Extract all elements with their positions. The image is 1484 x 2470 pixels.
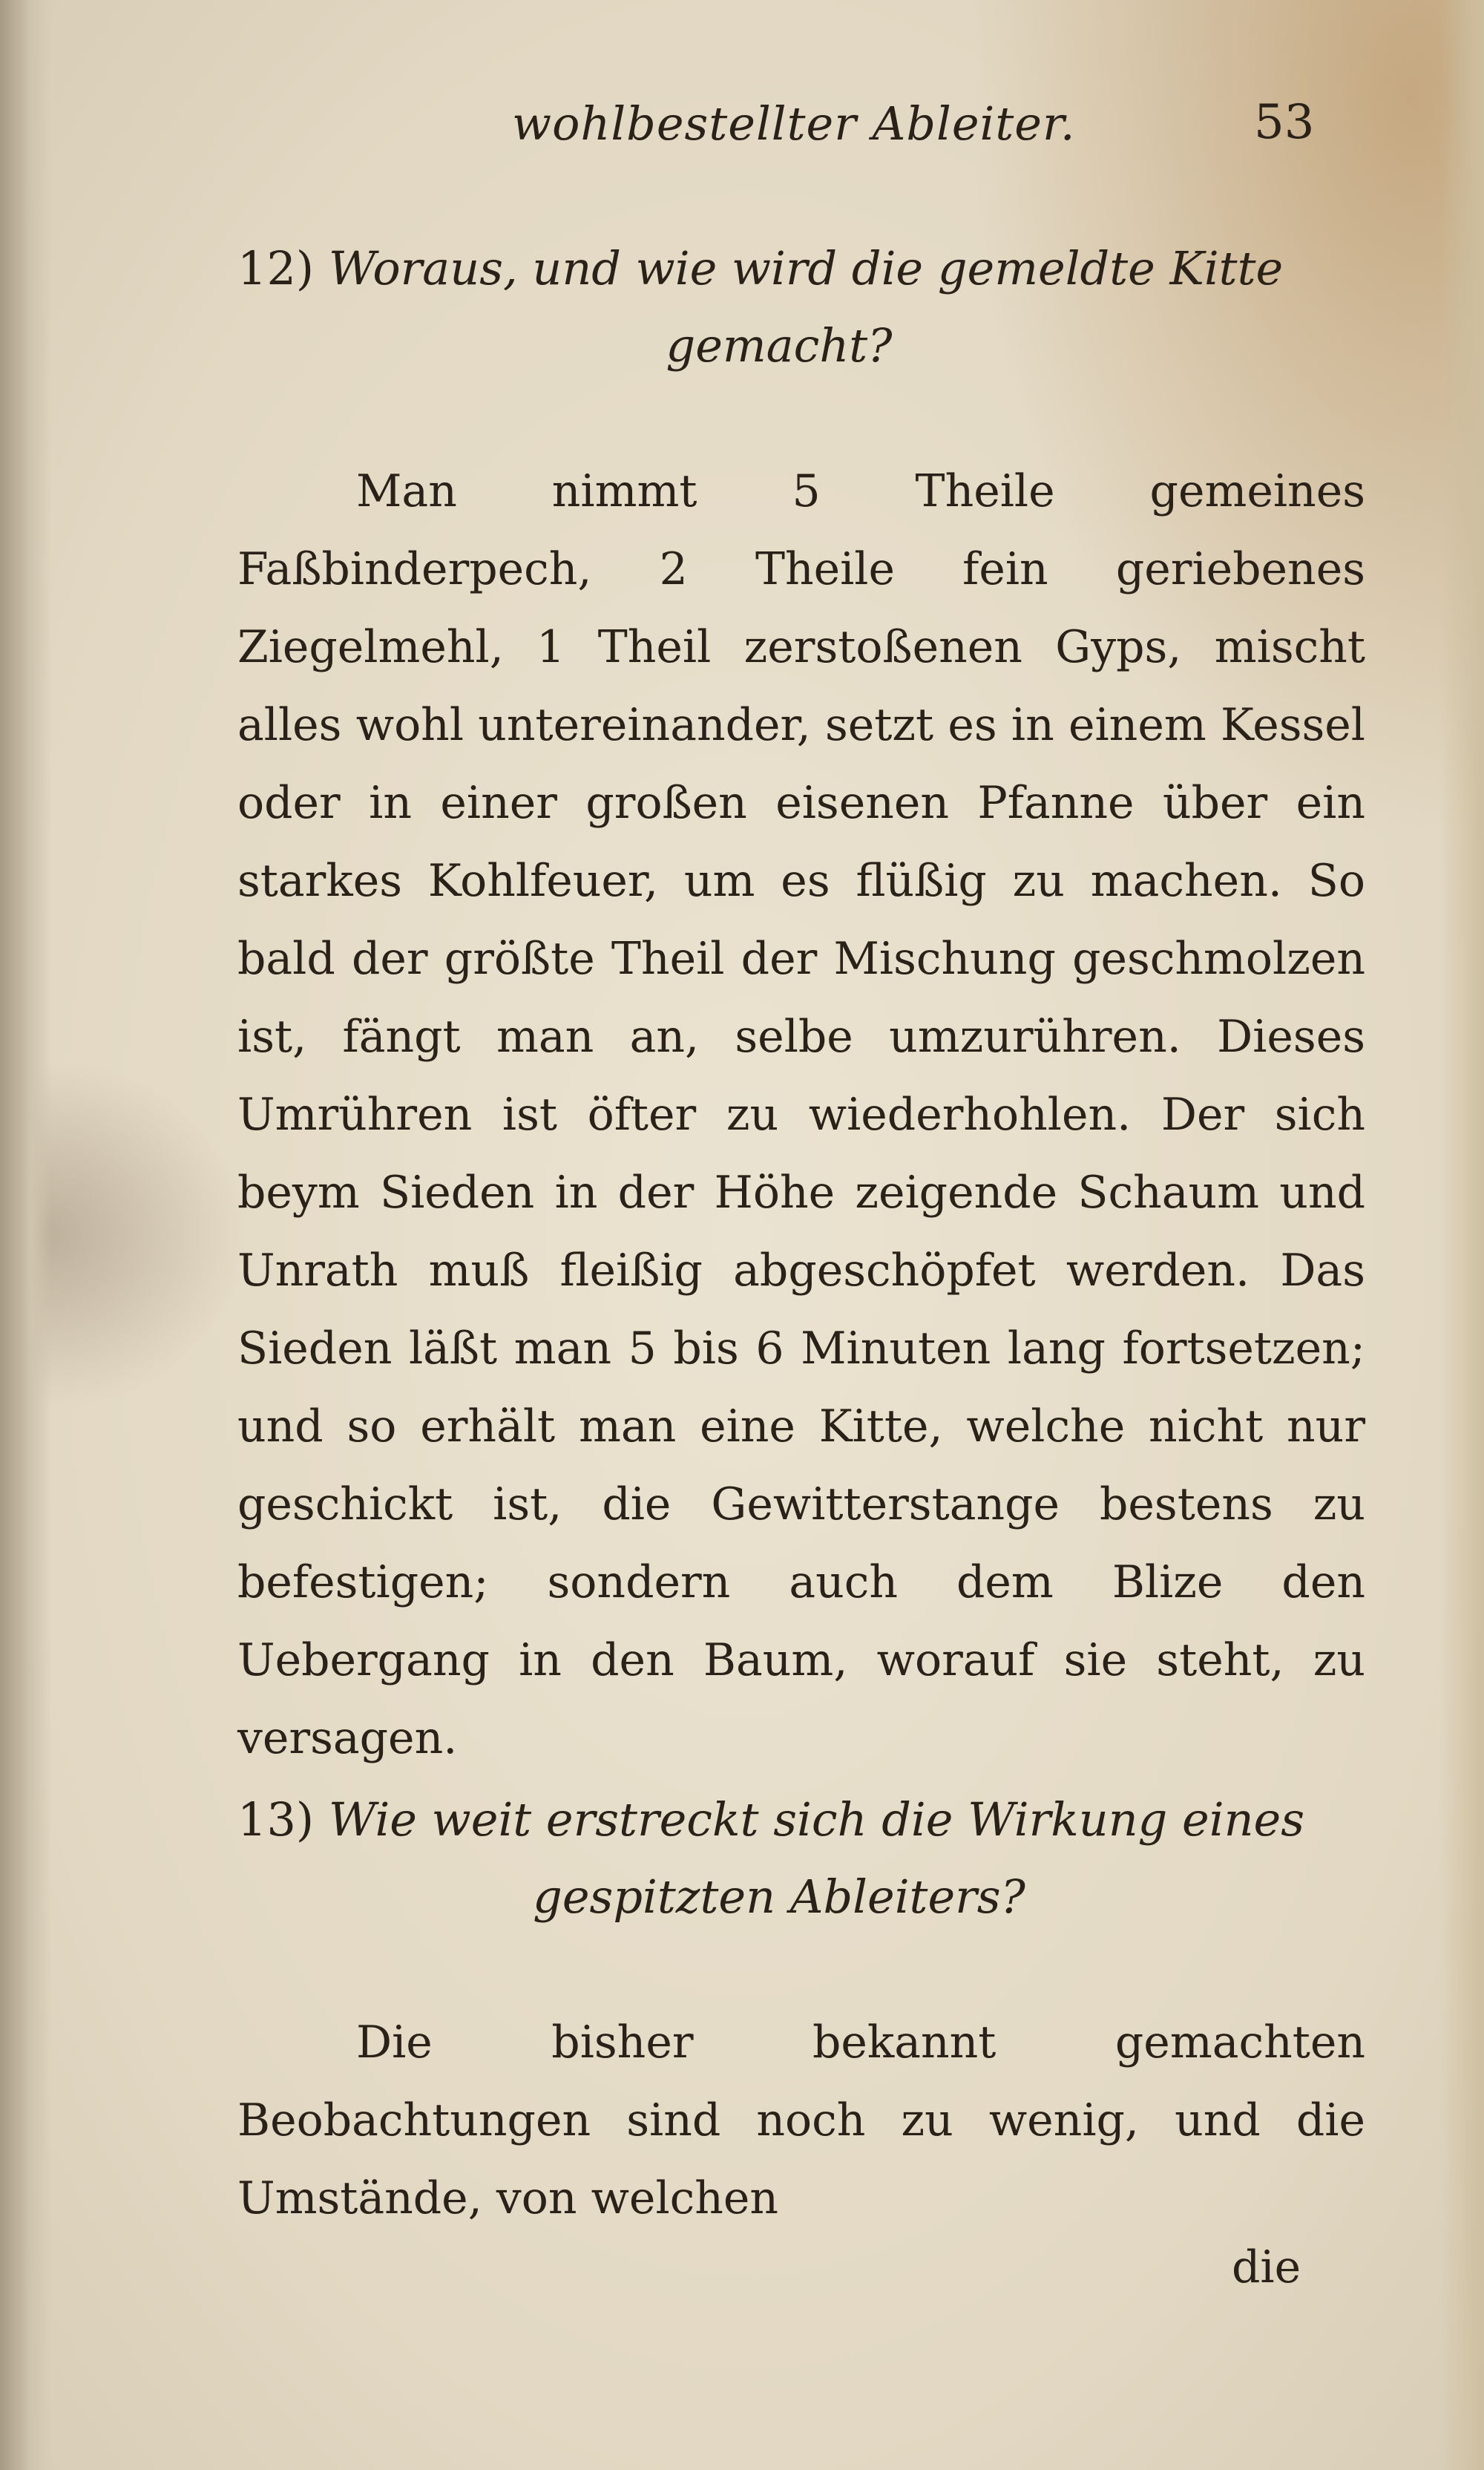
question-text-line1: Wie weit erstreckt sich die Wirkung eines xyxy=(328,1792,1305,1847)
question-number: 13) xyxy=(237,1792,315,1847)
question-12 xyxy=(237,230,1365,384)
question-text-line2: gemacht? xyxy=(666,318,893,373)
page-number: 53 xyxy=(1254,95,1315,150)
page-gutter-shadow xyxy=(0,0,52,2470)
question-text-line2: gespitzten Ableiters? xyxy=(533,1870,1025,1924)
catchword: die xyxy=(1232,2241,1301,2293)
answer-12: Man nimmt 5 Theile gemeines Faßbinderpech, 2 Theile fein geriebenes Ziegelmehl, 1 Theil zerstoßenen Gyps, mischt alles wohl untereinander, setzt es in einem Kessel oder in einer großen eisenen Pfanne über ein starkes Kohlfeuer, um es flüßig zu machen. So bald der größte Theil der Mischung geschmolzen ist, fängt man an, selbe umzurühren. Dieses Umrühren ist öfter zu wiederhohlen. Der sich beym Sieden in der Höhe zeigende Schaum und Unrath muß fleißig abgeschöpfet werden. Das Sieden läßt man 5 bis 6 Minuten lang fortsetzen; und so erhält man eine Kitte, welche nicht nur geschickt ist, die Gewitterstange bestens zu befestigen; sondern auch dem Blize den Uebergang in den Baum, worauf sie steht, zu versagen. xyxy=(237,465,1365,1764)
answer-13: Die bisher bekannt gemachten Beobachtungen sind noch zu wenig, und die Umstände, von welchen xyxy=(237,2017,1365,2224)
page-edge-stain xyxy=(1439,0,1484,2470)
question-number: 12) xyxy=(237,241,315,295)
running-head: wohlbestellter Ableiter. xyxy=(512,96,1076,151)
question-13 xyxy=(237,1781,1365,1936)
question-text-line1: Woraus, und wie wird die gemeldte Kitte xyxy=(328,241,1284,295)
